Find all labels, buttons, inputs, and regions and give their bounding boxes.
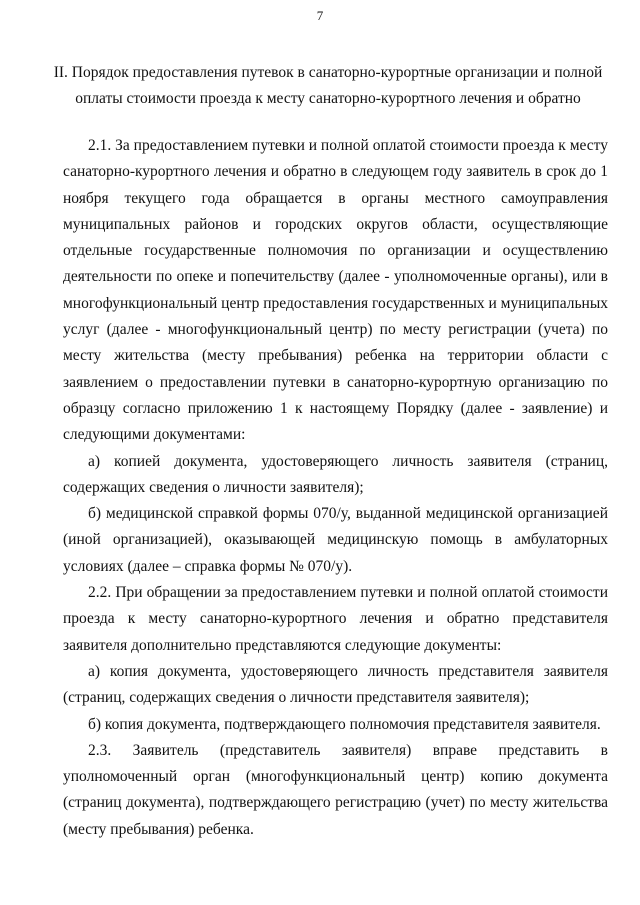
paragraph-2-2: 2.2. При обращении за предоставлением путевки и полной оплатой стоимости проезда к месту санаторно-курортного лечения и обратно представителя заявителя дополнительно представляются следующие документы: (63, 584, 608, 654)
paragraph-2-2-a: а) копия документа, удостоверяющего личность представителя заявителя (страниц, содержащих сведения о личности представителя заявителя); (63, 662, 608, 707)
document-body (63, 133, 608, 843)
paragraph-2-1-a: а) копией документа, удостоверяющего личность заявителя (страниц, содержащих сведения о личности заявителя); (63, 452, 608, 496)
paragraph-2-1-b: б) медицинской справкой формы 070/у, выданной медицинской организацией (иной организацией), оказывающей медицинскую помощь в амбулаторных условиях (далее – справка формы № 070/у). (63, 505, 608, 575)
paragraph-2-1: 2.1. За предоставлением путевки и полной оплатой стоимости проезда к месту санаторно-курортного лечения и обратно в следующем году заявитель в срок до 1 ноября текущего года обращается в органы местного самоуправления муниципальных районов и городских округов области, осуществляющие отдельные государственные полномочия по организации и осуществлению деятельности по опеке и попечительству (далее - уполномоченные органы), или в многофункциональный центр предоставления государственных и муниципальных услуг (далее - многофункциональный центр) по месту регистрации (учета) по месту жительства (месту пребывания) ребенка на территории области с заявлением о предоставлении путевки в санаторно-курортную организацию по образцу согласно приложению 1 к настоящему Порядку (далее - заявление) и следующими документами: (63, 137, 608, 444)
page-number: 7 (316, 8, 324, 23)
paragraph-2-2-b: б) копия документа, подтверждающего полномочия представителя заявителя. (88, 715, 601, 733)
paragraph-2-3: 2.3. Заявитель (представитель заявителя) вправе представить в уполномоченный орган (многофункциональный центр) копию документа (страниц документа), подтверждающего регистрацию (учет) по месту жительства (месту пребывания) ребенка. (63, 741, 608, 838)
section-title: II. Порядок предоставления путевок в санаторно-курортные организации и полной оплаты стоимости проезда к месту санаторно-курортного лечения и обратно (53, 64, 603, 107)
